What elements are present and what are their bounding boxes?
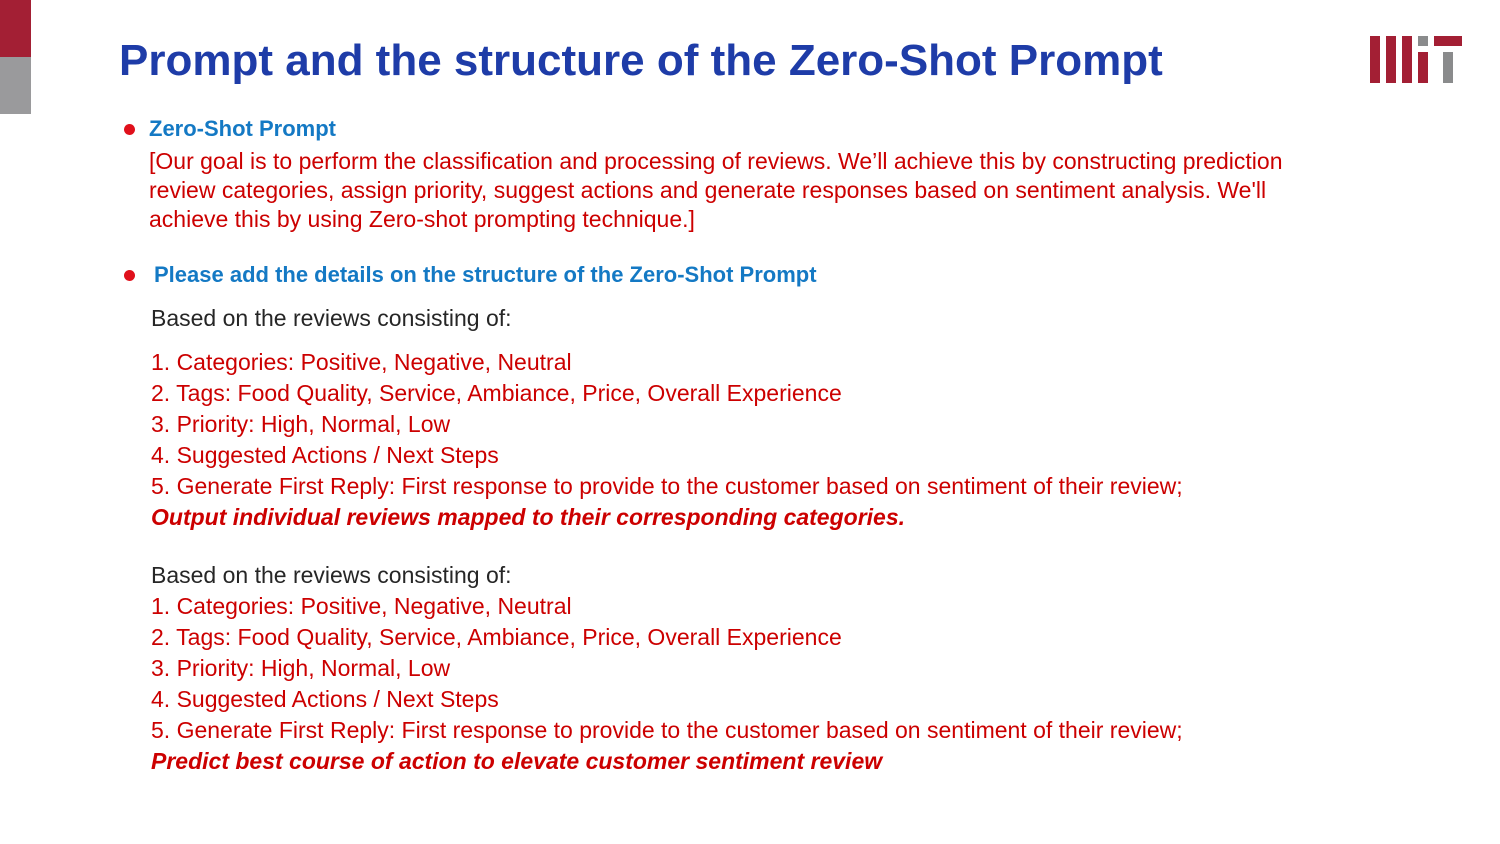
section1-paragraph: [Our goal is to perform the classification and processing of reviews. We’ll achieve this by constructing prediction review categories, assign priority, suggest actions and generate responses based on sentiment analysis. We'll achieve this by using Zero-shot prompting technique.] — [149, 148, 1283, 232]
list-item: 5. Generate First Reply: First response to provide to the customer based on sentiment of their review; — [151, 473, 1183, 499]
block-intro: Based on the reviews consisting of: — [151, 305, 512, 331]
list-item: 3. Priority: High, Normal, Low — [151, 411, 451, 437]
list-item: 2. Tags: Food Quality, Service, Ambiance, Price, Overall Experience — [151, 380, 842, 406]
bullet-dot — [124, 124, 135, 135]
slide-title: Prompt and the structure of the Zero-Shot Prompt — [119, 36, 1163, 85]
list-item: 2. Tags: Food Quality, Service, Ambiance, Price, Overall Experience — [151, 624, 842, 650]
block-instruction: Predict best course of action to elevate customer sentiment review — [151, 748, 883, 774]
bullet-dot — [124, 270, 135, 281]
accent-bar-gray — [0, 57, 31, 114]
mit-logo — [1370, 36, 1462, 83]
list-item: 5. Generate First Reply: First response to provide to the customer based on sentiment of their review; — [151, 717, 1183, 743]
structure-block-1 — [151, 303, 1183, 533]
section1-heading: Zero-Shot Prompt — [149, 116, 336, 141]
list-item: 1. Categories: Positive, Negative, Neutral — [151, 593, 572, 619]
bullet-structure — [124, 261, 817, 289]
bullet-zero-shot — [124, 115, 336, 143]
accent-bar-red — [0, 0, 31, 57]
list-item: 1. Categories: Positive, Negative, Neutral — [151, 349, 572, 375]
block-intro: Based on the reviews consisting of: — [151, 562, 512, 588]
list-item: 3. Priority: High, Normal, Low — [151, 655, 451, 681]
section2-heading: Please add the details on the structure of the Zero-Shot Prompt — [154, 262, 817, 287]
list-item: 4. Suggested Actions / Next Steps — [151, 686, 499, 712]
list-item: 4. Suggested Actions / Next Steps — [151, 442, 499, 468]
block-instruction: Output individual reviews mapped to their corresponding categories. — [151, 504, 906, 530]
structure-block-2 — [151, 560, 1183, 777]
